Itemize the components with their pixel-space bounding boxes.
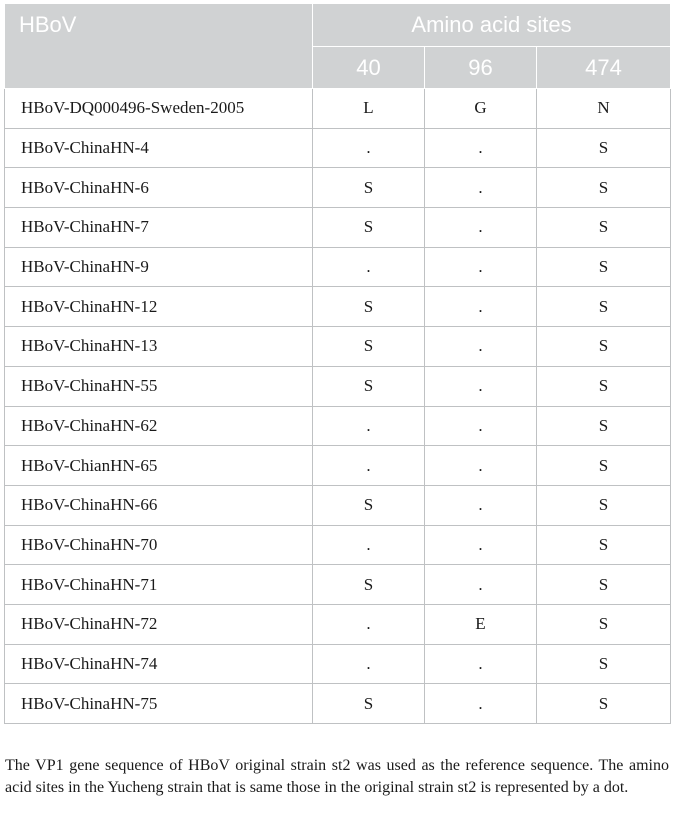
site-value-cell: S: [313, 366, 425, 406]
site-value-cell: S: [313, 208, 425, 248]
site-value-cell: L: [313, 89, 425, 129]
site-value-cell: .: [425, 128, 537, 168]
site-value-cell: S: [537, 525, 671, 565]
site-value-cell: S: [537, 128, 671, 168]
site-value-cell: .: [425, 287, 537, 327]
strain-name-cell: HBoV-ChinaHN-66: [5, 485, 313, 525]
strain-name-cell: HBoV-ChinaHN-71: [5, 565, 313, 605]
site-value-cell: .: [425, 485, 537, 525]
site-value-cell: S: [537, 604, 671, 644]
site-value-cell: S: [537, 168, 671, 208]
site-value-cell: S: [537, 208, 671, 248]
site-value-cell: .: [313, 247, 425, 287]
strain-name-cell: HBoV-ChinaHN-72: [5, 604, 313, 644]
table-row: [5, 89, 671, 129]
site-value-cell: .: [425, 208, 537, 248]
site-value-cell: S: [537, 644, 671, 684]
site-value-cell: S: [537, 327, 671, 367]
strain-name-cell: HBoV-ChinaHN-12: [5, 287, 313, 327]
table-header: [5, 4, 671, 89]
site-value-cell: S: [313, 684, 425, 724]
strain-name-cell: HBoV-ChinaHN-6: [5, 168, 313, 208]
site-value-cell: S: [313, 485, 425, 525]
site-value-cell: S: [313, 168, 425, 208]
site-value-cell: G: [425, 89, 537, 129]
site-value-cell: .: [313, 604, 425, 644]
strain-name-cell: HBoV-ChinaHN-4: [5, 128, 313, 168]
strain-name-cell: HBoV-ChinaHN-7: [5, 208, 313, 248]
site-value-cell: E: [425, 604, 537, 644]
site-value-cell: S: [537, 406, 671, 446]
site-value-cell: S: [537, 366, 671, 406]
site-value-cell: S: [313, 565, 425, 605]
site-value-cell: S: [313, 287, 425, 327]
site-value-cell: .: [425, 644, 537, 684]
site-value-cell: S: [537, 287, 671, 327]
table-row: [5, 525, 671, 565]
site-value-cell: .: [313, 128, 425, 168]
site-value-cell: S: [537, 565, 671, 605]
table-row: [5, 684, 671, 724]
site-value-cell: S: [537, 247, 671, 287]
site-value-cell: .: [425, 525, 537, 565]
site-header: 40: [313, 47, 425, 89]
table-row: [5, 446, 671, 486]
table-row: [5, 327, 671, 367]
table-row: [5, 168, 671, 208]
table-row: [5, 247, 671, 287]
site-value-cell: .: [425, 446, 537, 486]
site-value-cell: .: [425, 684, 537, 724]
table-footnote: The VP1 gene sequence of HBoV original strain st2 was used as the reference sequence. The amino acid sites in the Yucheng strain that is same those in the original strain st2 is represented by a dot.: [5, 757, 669, 796]
amino-acid-sites-header: Amino acid sites: [313, 4, 671, 47]
site-value-cell: N: [537, 89, 671, 129]
site-value-cell: S: [537, 684, 671, 724]
table-row: [5, 287, 671, 327]
site-value-cell: .: [313, 406, 425, 446]
table-row: [5, 565, 671, 605]
table-row: [5, 485, 671, 525]
site-value-cell: .: [425, 247, 537, 287]
site-value-cell: .: [425, 168, 537, 208]
amino-acid-table: [4, 3, 671, 724]
strain-column-header: HBoV: [5, 4, 313, 89]
table-row: [5, 406, 671, 446]
table-row: [5, 604, 671, 644]
table-row: [5, 208, 671, 248]
site-value-cell: .: [313, 644, 425, 684]
strain-name-cell: HBoV-ChinaHN-75: [5, 684, 313, 724]
table-row: [5, 644, 671, 684]
amino-acid-table-container: [4, 3, 670, 724]
site-value-cell: .: [425, 366, 537, 406]
strain-name-cell: HBoV-DQ000496-Sweden-2005: [5, 89, 313, 129]
strain-name-cell: HBoV-ChinaHN-55: [5, 366, 313, 406]
site-value-cell: .: [425, 406, 537, 446]
strain-name-cell: HBoV-ChinaHN-13: [5, 327, 313, 367]
site-value-cell: .: [425, 565, 537, 605]
site-header: 474: [537, 47, 671, 89]
site-header: 96: [425, 47, 537, 89]
strain-name-cell: HBoV-ChinaHN-70: [5, 525, 313, 565]
table-body: [5, 89, 671, 724]
site-value-cell: S: [537, 446, 671, 486]
strain-name-cell: HBoV-ChinaHN-9: [5, 247, 313, 287]
site-value-cell: .: [313, 525, 425, 565]
site-value-cell: S: [537, 485, 671, 525]
table-row: [5, 366, 671, 406]
table-row: [5, 128, 671, 168]
site-value-cell: S: [313, 327, 425, 367]
site-value-cell: .: [425, 327, 537, 367]
strain-name-cell: HBoV-ChinaHN-62: [5, 406, 313, 446]
site-value-cell: .: [313, 446, 425, 486]
header-row-group: [5, 4, 671, 47]
strain-name-cell: HBoV-ChianHN-65: [5, 446, 313, 486]
strain-name-cell: HBoV-ChinaHN-74: [5, 644, 313, 684]
